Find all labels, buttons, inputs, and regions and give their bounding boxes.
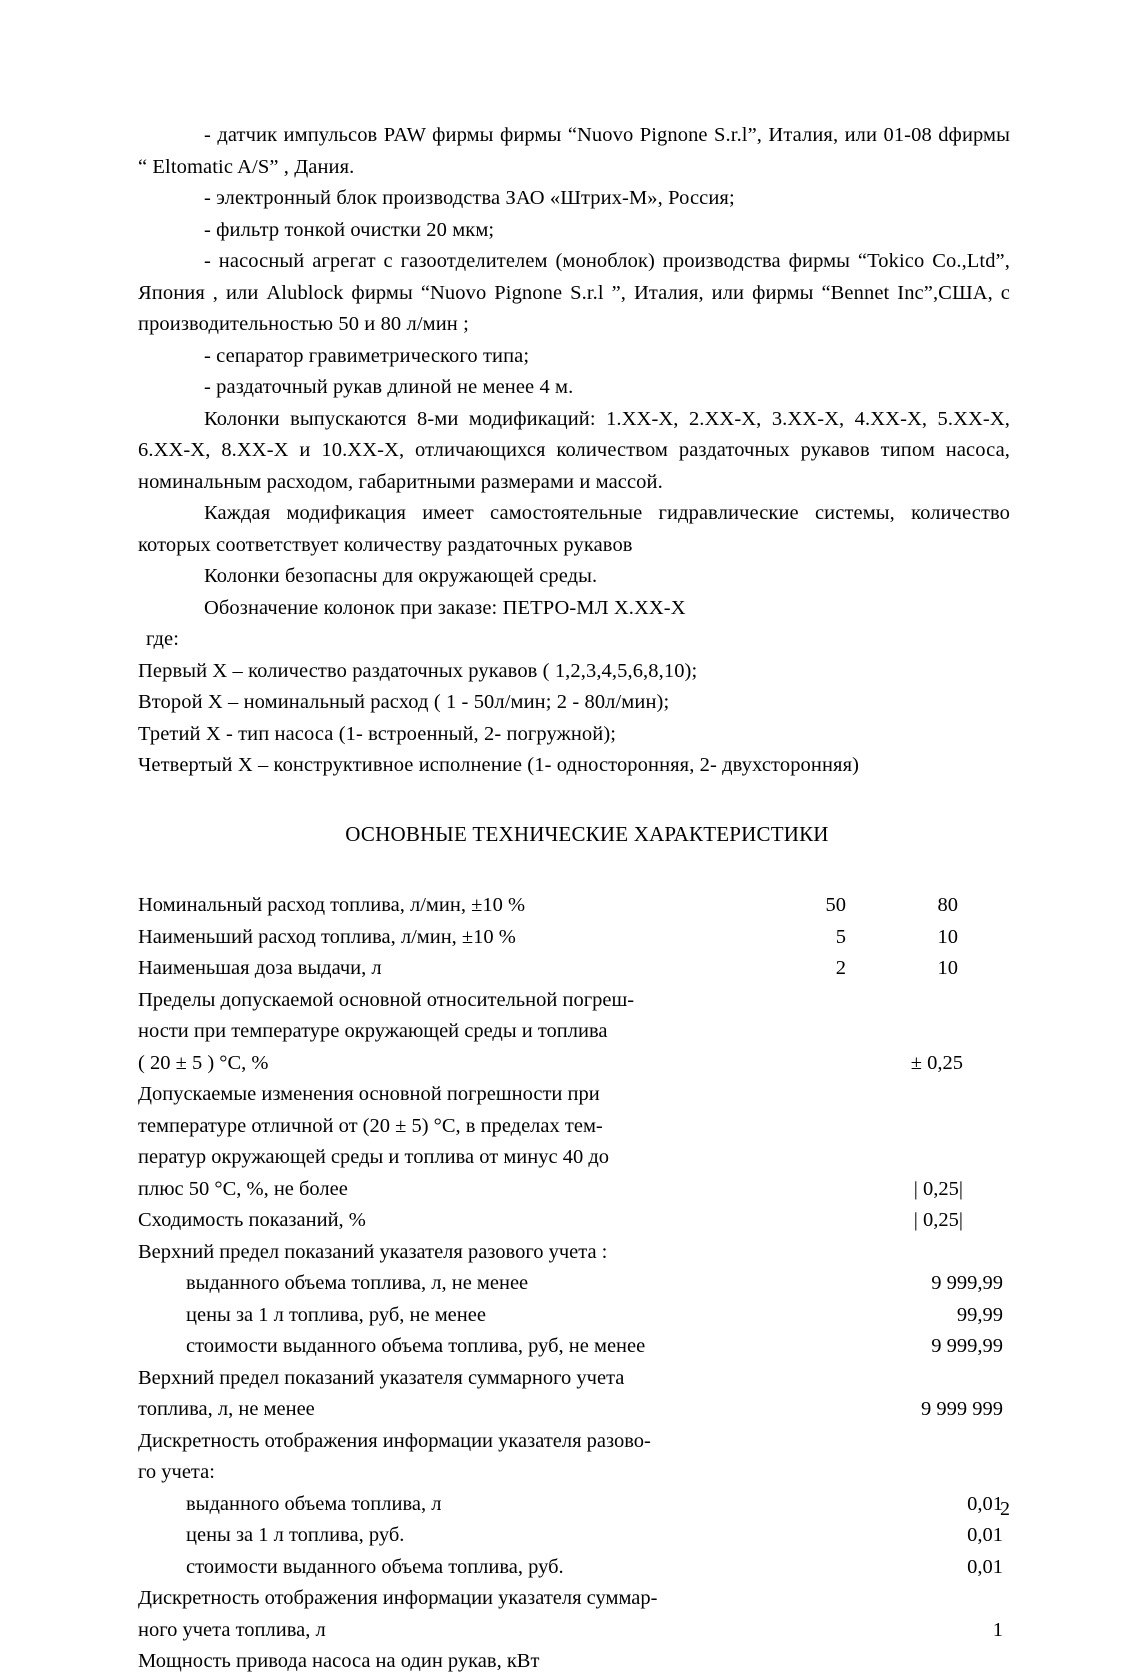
paragraph-dispensing-hose: - раздаточный рукав длиной не менее 4 м. bbox=[204, 376, 574, 398]
spec-row bbox=[138, 1016, 1010, 1048]
spec-value-col-right: 0,01 bbox=[967, 1492, 1003, 1515]
spec-row bbox=[138, 1268, 1010, 1300]
spec-label: Допускаемые изменения основной погрешности при bbox=[138, 1083, 600, 1105]
spec-row bbox=[138, 1363, 1010, 1395]
spec-label: цены за 1 л топлива, руб, не менее bbox=[186, 1303, 486, 1326]
spec-row bbox=[138, 1205, 1010, 1237]
spec-row bbox=[138, 922, 1010, 954]
paragraph-separator: - сепаратор гравиметрического типа; bbox=[204, 344, 530, 367]
spec-value-tolerance: | 0,25| bbox=[913, 1177, 963, 1200]
spec-row bbox=[138, 953, 1010, 985]
spec-value-col-right: 9 999 999 bbox=[921, 1398, 1003, 1420]
paragraph-pulse-sensor: - датчик импульсов PAW фирмы фирмы “Nuovo Pignone S.r.l”, Италия, или 01-08 dфирмы “ Eltomatic A/S” , Дания. bbox=[138, 124, 1010, 178]
spec-label: ( 20 ± 5 ) °C, % bbox=[138, 1051, 269, 1074]
spec-row bbox=[138, 1583, 1010, 1615]
spec-row bbox=[138, 1394, 1010, 1426]
spec-label: Мощность привода насоса на один рукав, кВт bbox=[138, 1650, 540, 1672]
spec-value-col-b: 10 bbox=[937, 957, 958, 979]
heading-spacer-top bbox=[138, 782, 1010, 819]
page-number: 2 bbox=[1000, 1498, 1010, 1520]
spec-row bbox=[138, 1142, 1010, 1174]
spec-label: топлива, л, не менее bbox=[138, 1398, 315, 1420]
paragraph-hydraulic-systems: Каждая модификация имеет самостоятельные гидравлические системы, количество которых соответствует количеству раздаточных рукавов bbox=[138, 502, 1010, 556]
designation-line-third-x: Третий X - тип насоса (1- встроенный, 2- погружной); bbox=[138, 722, 617, 745]
spec-value-col-b: 10 bbox=[937, 925, 958, 948]
spec-label: Пределы допускаемой основной относительной погреш- bbox=[138, 988, 635, 1011]
spec-row bbox=[138, 1426, 1010, 1458]
spec-label: плюс 50 °C, %, не более bbox=[138, 1177, 348, 1200]
designation-line-fourth-x: Четвертый X – конструктивное исполнение (1- односторонняя, 2- двухсторонняя) bbox=[138, 754, 860, 776]
section-heading: ОСНОВНЫЕ ТЕХНИЧЕСКИЕ ХАРАКТЕРИСТИКИ bbox=[345, 821, 829, 846]
spec-row bbox=[138, 1237, 1010, 1269]
spec-value-col-right: 9 999,99 bbox=[931, 1335, 1003, 1357]
spec-value-col-right: 0,01 bbox=[967, 1555, 1003, 1578]
spec-row bbox=[138, 1646, 1010, 1678]
paragraph-pump-unit: - насосный агрегат с газоотделителем (моноблок) производства фирмы “Tokico Co.,Ltd”, Япония , или Alublock фирмы “Nuovo Pignone S.r.l ”, Италия, или фирмы “Bennet Inc”,США, с производительностью 50 и 80 л/мин ; bbox=[138, 250, 1010, 335]
spec-row bbox=[138, 985, 1010, 1017]
designation-line-second-x: Второй X – номинальный расход ( 1 - 50л/мин; 2 - 80л/мин); bbox=[138, 691, 670, 713]
specifications-table bbox=[138, 890, 1010, 1678]
paragraph-environment-safety: Колонки безопасны для окружающей среды. bbox=[204, 565, 598, 587]
spec-value-col-right: 9 999,99 bbox=[931, 1272, 1003, 1294]
spec-row bbox=[138, 1079, 1010, 1111]
spec-value-tolerance: ± 0,25 bbox=[910, 1051, 963, 1074]
paragraph-fine-filter: - фильтр тонкой очистки 20 мкм; bbox=[204, 218, 495, 241]
paragraph-order-designation: Обозначение колонок при заказе: ПЕТРО-МЛ X.XX-X bbox=[204, 596, 686, 619]
spec-label: Наименьший расход топлива, л/мин, ±10 % bbox=[138, 925, 516, 948]
spec-label: цены за 1 л топлива, руб. bbox=[186, 1524, 405, 1546]
spec-row bbox=[138, 1300, 1010, 1332]
spec-row bbox=[138, 890, 1010, 922]
spec-value-col-a: 5 bbox=[835, 925, 846, 948]
spec-label: Дискретность отображения информации указателя суммар- bbox=[138, 1587, 658, 1609]
document-body bbox=[138, 120, 1010, 1678]
spec-row bbox=[138, 1552, 1010, 1584]
spec-label: Наименьшая доза выдачи, л bbox=[138, 957, 382, 979]
spec-label: выданного объема топлива, л, не менее bbox=[186, 1272, 529, 1294]
where-label: где: bbox=[146, 628, 180, 650]
spec-value-tolerance: | 0,25| bbox=[913, 1209, 963, 1231]
spec-value-col-right: 0,01 bbox=[967, 1524, 1003, 1546]
spec-label: Сходимость показаний, % bbox=[138, 1209, 366, 1231]
spec-label: выданного объема топлива, л bbox=[186, 1492, 442, 1515]
spec-label: Верхний предел показаний указателя разового учета : bbox=[138, 1240, 608, 1263]
spec-label: го учета: bbox=[138, 1461, 215, 1483]
spec-label: температуре отличной от (20 ± 5) °C, в пределах тем- bbox=[138, 1114, 603, 1137]
spec-row bbox=[138, 1457, 1010, 1489]
spec-label: стоимости выданного объема топлива, руб, не менее bbox=[186, 1335, 646, 1357]
spec-label: стоимости выданного объема топлива, руб. bbox=[186, 1555, 564, 1578]
spec-label: Дискретность отображения информации указателя разово- bbox=[138, 1429, 651, 1452]
spec-label: Номинальный расход топлива, л/мин, ±10 % bbox=[138, 894, 526, 916]
spec-value-col-a: 2 bbox=[835, 957, 846, 979]
spec-label: ности при температуре окружающей среды и топлива bbox=[138, 1020, 608, 1042]
spec-row bbox=[138, 1174, 1010, 1206]
paragraph-electronic-block: - электронный блок производства ЗАО «Штрих-М», Россия; bbox=[204, 187, 735, 209]
spec-value-col-right: 99,99 bbox=[956, 1303, 1003, 1326]
heading-spacer-bottom bbox=[138, 850, 1010, 890]
spec-label: Верхний предел показаний указателя суммарного учета bbox=[138, 1366, 625, 1389]
spec-row bbox=[138, 1331, 1010, 1363]
spec-value-col-b: 80 bbox=[937, 894, 958, 916]
spec-row bbox=[138, 1111, 1010, 1143]
designation-line-first-x: Первый X – количество раздаточных рукавов ( 1,2,3,4,5,6,8,10); bbox=[138, 659, 698, 682]
spec-row bbox=[138, 1520, 1010, 1552]
spec-label: ного учета топлива, л bbox=[138, 1618, 326, 1641]
paragraph-modifications: Колонки выпускаются 8-ми модификаций: 1.XX-X, 2.XX-X, 3.XX-X, 4.XX-X, 5.XX-X, 6.XX-X, 8.XX-X и 10.XX-X, отличающихся количеством раздаточных рукавов типом насоса, номинальным расходом, габаритными размерами и массой. bbox=[138, 407, 1010, 493]
spec-value-col-right: 1 bbox=[992, 1618, 1003, 1641]
spec-row bbox=[138, 1615, 1010, 1647]
spec-label: ператур окружающей среды и топлива от минус 40 до bbox=[138, 1146, 610, 1168]
spec-value-col-a: 50 bbox=[825, 894, 846, 916]
spec-row bbox=[138, 1048, 1010, 1080]
